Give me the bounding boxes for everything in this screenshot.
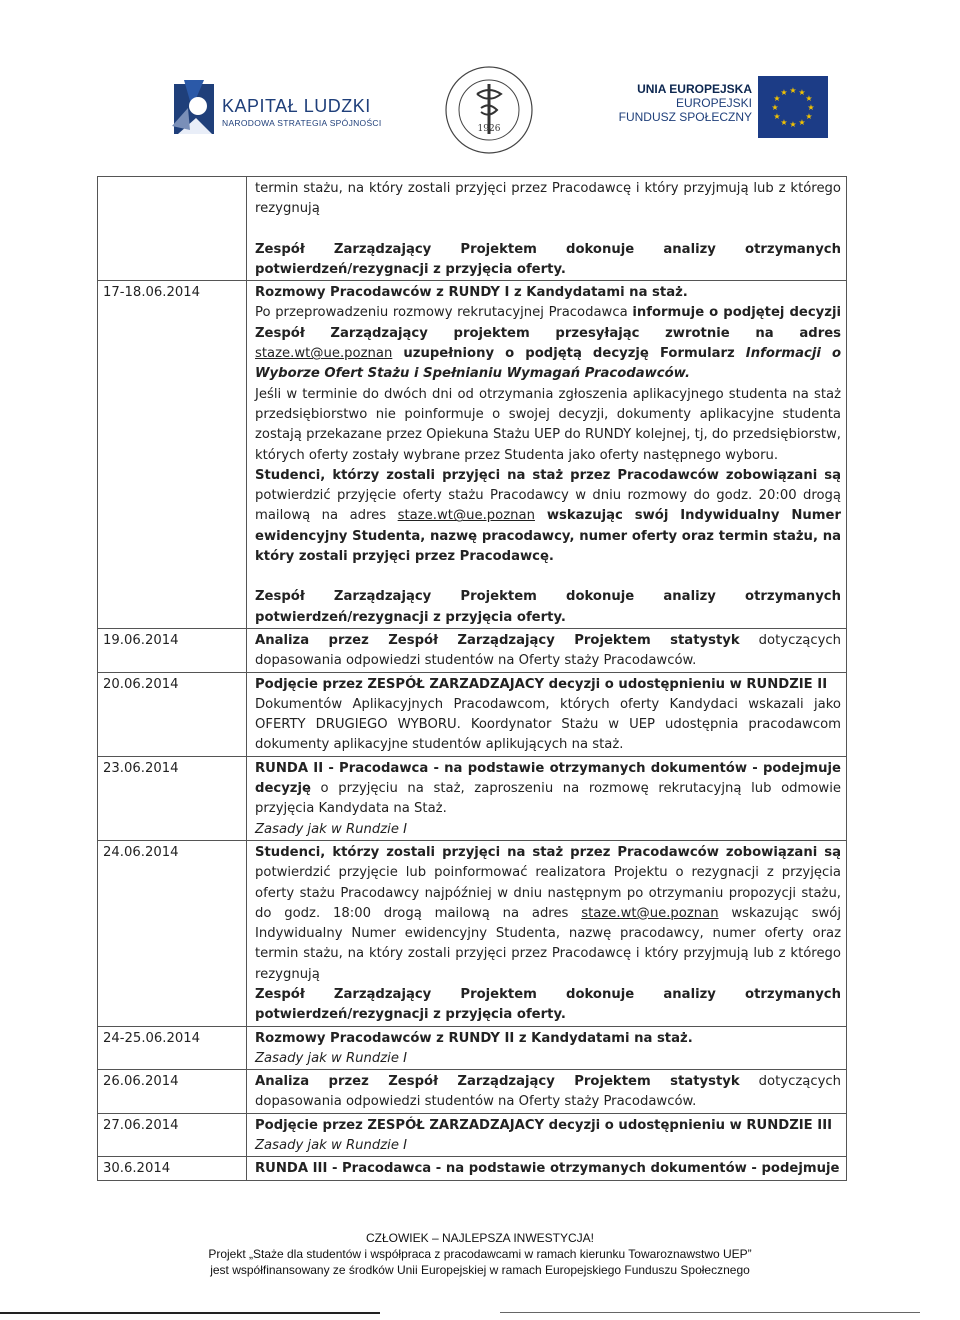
date-cell: 20.06.2014 (98, 672, 247, 756)
text-span: dotyczących dopasowania odpowiedzi studentów na Oferty staży Pracodawców. (255, 632, 841, 669)
table-row (98, 840, 847, 1026)
text-span: RUNDA II - Pracodawca - na podstawie otrzymanych dokumentów - podejmuje decyzję (255, 760, 841, 797)
paragraph (255, 759, 841, 820)
text-span: wskazując swój Indywidualny Numer ewidencyjny Studenta, nazwę pracodawcy, numer oferty oraz termin stażu, na który zostali przyjęci przez Pracodawcę i który przyjmują lub z którego rezygnują (255, 905, 841, 982)
kapital-ludzki-wordmark (222, 96, 382, 128)
description-cell (247, 628, 847, 672)
analysis-note-end: potwierdzeń/rezygnacji z przyjęcia oferty. (255, 1007, 566, 1023)
svg-text:★: ★ (773, 94, 781, 103)
paragraph (255, 466, 841, 567)
svg-text:★: ★ (798, 88, 806, 97)
date-cell: 30.6.2014 (98, 1157, 247, 1180)
page-footer (0, 1230, 960, 1278)
date-cell: 23.06.2014 (98, 756, 247, 840)
eu-line-1: UNIA EUROPEJSKA (637, 82, 752, 96)
text-span: o przyjęciu na staż, zaproszeniu na rozmowę rekrutacyjną lub odmowie przyjęcia Kandydata na Staż. (255, 781, 841, 817)
analysis-note-end: potwierdzeń/rezygnacji z przyjęcia oferty. (255, 261, 566, 277)
description-cell (247, 1157, 847, 1180)
table-row (98, 177, 847, 281)
paragraph: Jeśli w terminie do dwóch dni od otrzymania zgłoszenia aplikacyjnego studenta na staż przedsiębiorstwo nie poinformuje o swojej decyzji, dokumenty aplikacyjne studenta zostają przekazane przez Opiekuna Stażu UEP do RUNDY kolejnej, tj, do przedsiębiorstw, których oferty zostały wybrane przez Studenta jako oferty następnego wyboru. (255, 386, 841, 463)
date-cell: 24.06.2014 (98, 840, 247, 1026)
text-span: Po przeprowadzeniu rozmowy rekrutacyjnej Pracodawca (255, 305, 633, 321)
date-cell: 19.06.2014 (98, 628, 247, 672)
kapital-ludzki-logo-icon (168, 78, 224, 138)
analysis-note-end: potwierdzeń/rezygnacji z przyjęcia oferty. (255, 609, 566, 625)
text-span: wskazując swój Indywidualny Numer ewidencyjny Studenta, nazwę pracodawcy, numer oferty oraz termin stażu, na który zostali przyjęci przez Pracodawcę. (255, 508, 841, 565)
paragraph (255, 303, 841, 384)
date-cell: 17-18.06.2014 (98, 281, 247, 629)
seal-year: 1926 (477, 124, 501, 134)
description-cell (247, 281, 847, 629)
row-title: Podjęcie przez ZESPÓŁ ZARZADZAJACY decyzji o udostępnieniu w RUNDZIE III (255, 1117, 833, 1133)
description-cell (247, 1113, 847, 1157)
svg-text:★: ★ (789, 86, 797, 95)
eu-label (619, 82, 752, 124)
description-cell (247, 177, 847, 281)
row-title: Rozmowy Pracodawców z RUNDY II z Kandydatami na staż. (255, 1030, 693, 1046)
table-row (98, 672, 847, 756)
paragraph: termin stażu, na który zostali przyjęci przez Pracodawcę i który przyjmują lub z którego rezygnują (255, 181, 841, 217)
text-span: dotyczących dopasowania odpowiedzi studentów na Oferty staży Pracodawców. (255, 1074, 841, 1110)
svg-text:★: ★ (807, 103, 815, 112)
rules-note: Zasady jak w Rundzie I (255, 1050, 408, 1066)
row-title: RUNDA III - Pracodawca - na podstawie otrzymanych dokumentów - podejmuje (255, 1161, 840, 1177)
text-span: Informacji o Wyborze Ofert Stażu i Spełnianiu Wymagań Pracodawców. (255, 346, 841, 382)
svg-text:★: ★ (773, 112, 781, 121)
rules-note: Zasady jak w Rundzie I (255, 1138, 408, 1154)
paragraph (255, 843, 841, 985)
page-header (0, 0, 960, 160)
text-span: potwierdzić przyjęcie lub poinformować realizatora Projektu o rezygnacji z przyjęcia oferty stażu Pracodawcy najpóźniej w dniu następnym po otrzymaniu propozycji stażu, do godz. 18:00 drogą mailową na adres (255, 865, 841, 921)
text-span: Studenci, którzy zostali przyjęci na staż przez Pracodawców zobowiązani są (255, 467, 841, 483)
analysis-note: Zespół Zarządzający Projektem dokonuje analizy otrzymanych (255, 241, 841, 257)
kapital-ludzki-subtitle: NARODOWA STRATEGIA SPÓJNOŚCI (222, 118, 382, 128)
spacer (255, 567, 841, 587)
table-row (98, 281, 847, 629)
footer-project: Projekt „Staże dla studentów i współpraca z pracodawcami w ramach kierunku Towaroznawstwo UEP” (208, 1247, 752, 1261)
paragraph: Dokumentów Aplikacyjnych Pracodawcom, których oferty Kandydaci wskazali jako OFERTY DRUGIEGO WYBORU. Koordynator Stażu w UEP udostępnia pracodawcom dokumenty aplikacyjne studentów aplikujących na staż. (255, 696, 841, 753)
university-seal-icon (443, 64, 535, 156)
text-span: potwierdzić przyjęcie oferty stażu Pracodawcy w dniu rozmowy do godz. 20:00 drogą mailową na adres (255, 488, 841, 524)
description-cell (247, 1026, 847, 1070)
eu-flag-icon (758, 76, 828, 138)
spacer (255, 220, 841, 240)
analysis-note: Zespół Zarządzający Projektem dokonuje analizy otrzymanych (255, 589, 841, 605)
text-span: Studenci, którzy zostali przyjęci na staż przez Pracodawców zobowiązani są (255, 844, 841, 860)
row-title: Podjęcie przez ZESPÓŁ ZARZADZAJACY decyzji o udostępnieniu w RUNDZIE II (255, 676, 828, 692)
table-row (98, 1113, 847, 1157)
eu-line-3: FUNDUSZ SPOŁECZNY (618, 110, 752, 124)
table-row (98, 628, 847, 672)
row-title: Rozmowy Pracodawców z RUNDY I z Kandydatami na staż. (255, 285, 688, 301)
svg-text:★: ★ (789, 120, 797, 129)
table-row (98, 1157, 847, 1180)
date-cell (98, 177, 247, 281)
svg-text:★: ★ (805, 94, 813, 103)
text-span: informuje o podjętej decyzji Zespół Zarządzający projektem przesyłając zwrotnie na adres (255, 305, 841, 341)
svg-text:★: ★ (771, 103, 779, 112)
description-cell (247, 840, 847, 1026)
svg-text:★: ★ (798, 118, 806, 127)
description-cell (247, 1070, 847, 1114)
text-span: Analiza przez Zespół Zarządzający Projektem statystyk (255, 632, 740, 648)
email-link[interactable]: staze.wt@ue.poznan (581, 905, 719, 921)
text-span: uzupełniony o podjętą decyzję Formularz (392, 346, 746, 362)
svg-text:★: ★ (805, 112, 813, 121)
analysis-note: Zespół Zarządzający Projektem dokonuje analizy otrzymanych (255, 986, 841, 1002)
table-row (98, 1070, 847, 1114)
schedule-table (97, 176, 847, 1181)
text-span: Analiza przez Zespół Zarządzający Projektem statystyk (255, 1074, 740, 1090)
table-row (98, 1026, 847, 1070)
scan-edge-line (0, 1312, 960, 1314)
svg-text:★: ★ (780, 88, 788, 97)
svg-text:★: ★ (780, 118, 788, 127)
email-link[interactable]: staze.wt@ue.poznan (397, 508, 535, 524)
date-cell: 24-25.06.2014 (98, 1026, 247, 1070)
email-link[interactable]: staze.wt@ue.poznan (255, 346, 393, 362)
description-cell (247, 672, 847, 756)
date-cell: 26.06.2014 (98, 1070, 247, 1114)
rules-note: Zasady jak w Rundzie I (255, 821, 408, 837)
date-cell: 27.06.2014 (98, 1113, 247, 1157)
kapital-ludzki-title: KAPITAŁ LUDZKI (222, 96, 371, 116)
description-cell (247, 756, 847, 840)
footer-slogan: CZŁOWIEK – NAJLEPSZA INWESTYCJA! (365, 1231, 595, 1245)
table-row (98, 756, 847, 840)
footer-funding: jest współfinansowany ze środków Unii Europejskiej w ramach Europejskiego Funduszu Społecznego (210, 1263, 750, 1277)
eu-line-2: EUROPEJSKI (675, 96, 752, 110)
